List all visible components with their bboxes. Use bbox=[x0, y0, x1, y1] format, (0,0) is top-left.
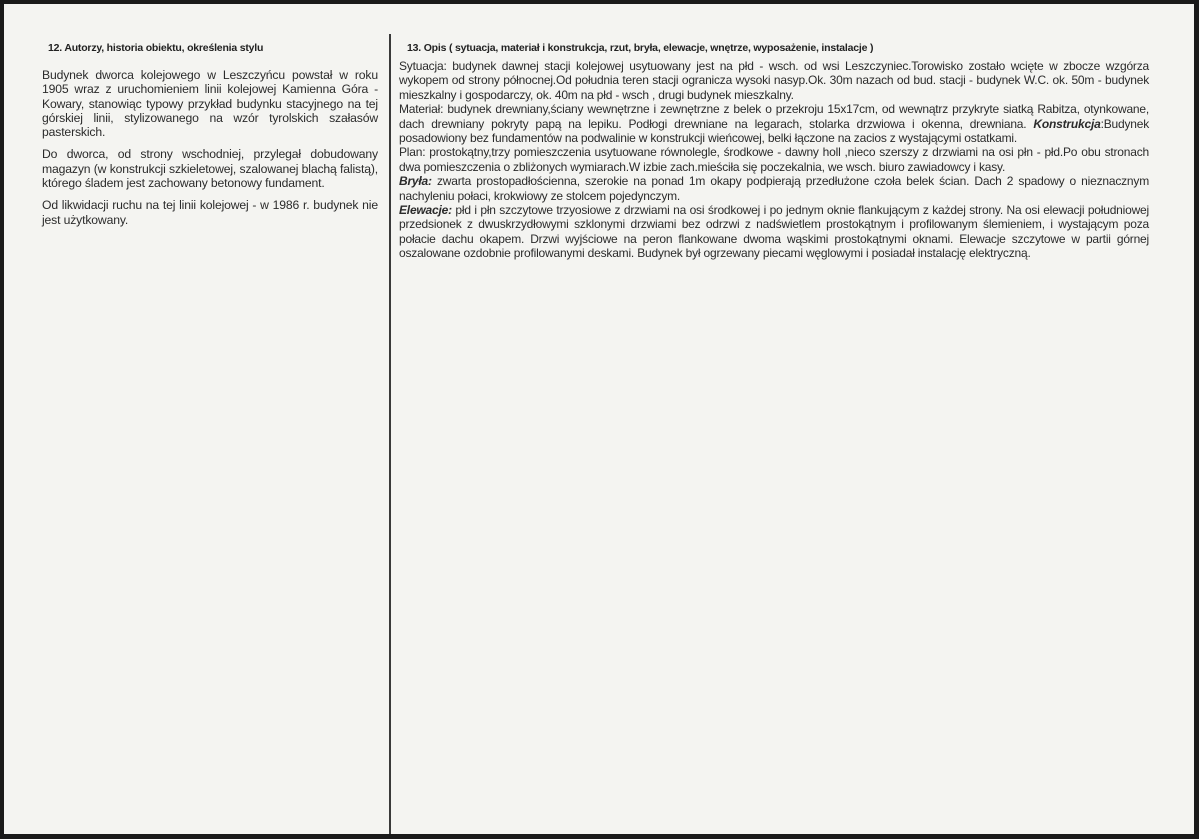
sytuacja-text: : budynek dawnej stacji kolejowej usytuowany jest na płd - wsch. od wsi Leszczyniec.Torowisko zostało wcięte w zbocze wzgórza wykopem od strony północnej.Od południa teren stacji ogranicza wysoki nasyp.Ok. 30m nazach od bud. stacji - budynek W.C. ok. 50m - budynek mieszkalny i gospodarczy, ok. 40m na płd - wsch , drugi budynek mieszkalny. bbox=[399, 59, 1149, 102]
konstrukcja-label: Konstrukcja bbox=[1033, 116, 1101, 131]
sytuacja-label: Sytuacja bbox=[399, 59, 444, 73]
plan-label: Plan bbox=[399, 145, 423, 160]
section-13 bbox=[399, 42, 1149, 261]
section-13-title: 13. Opis ( sytuacja, materiał i konstrukcja, rzut, bryła, elewacje, wnętrze, wyposażenie, instalacje ) bbox=[407, 42, 874, 54]
plan-text: : prostokątny,trzy pomieszczenia usytuowane równolegle, środkowe - dawny holl ,nieco szerszy z drzwiami na osi płn - płd.Po obu stronach dwa pomieszczenia o zbliżonych wymiarach.W izbie zach.mieściła się poczekalnia, we wsch. biuro zawiadowcy i kasy. bbox=[399, 145, 1149, 174]
section-12 bbox=[42, 42, 378, 235]
konstrukcja-text: :Budynek posadowiony bez fundamentów na podwalinie w konstrukcji wieńcowej, belki łączone na zacios z wystającymi ostatkami. bbox=[399, 116, 1149, 146]
history-paragraph-1: Budynek dworca kolejowego w Leszczyńcu powstał w roku 1905 wraz z uruchomieniem linii kolejowej Kamienna Góra - Kowary, stanowiąc typowy przykład budynku stacyjnego na tej górskiej linii, stylizowanego na wzór tyrolskich szałasów pasterskich. bbox=[42, 68, 378, 140]
bryla-label: Bryła: bbox=[399, 174, 432, 189]
document-sheet bbox=[4, 4, 1194, 834]
material-label: Materiał bbox=[399, 102, 441, 117]
section-12-title: 12. Autorzy, historia obiektu, określenia stylu bbox=[48, 42, 264, 54]
column-divider bbox=[389, 34, 391, 834]
elewacje-label: Elewacje: bbox=[399, 203, 452, 218]
elewacje-text: płd i płn szczytowe trzyosiowe z drzwiami na osi środkowej i po jednym oknie flankującym z każdej strony. Na osi elewacji południowej przedsionek z dwuskrzydłowymi szklonymi drzwiami bez odrzwi z nadświetlem prostokątnym i profilowanym ślemieniem, i wystającym poza połacie dachu okapem. Drzwi wyjściowe na peron flankowane dwoma wąskimi prostokątnymi oknami. Elewacje szczytowe w partii górnej oszalowane ozdobnie profilowanymi deskami. Budynek był ogrzewany piecami węglowymi i posiadał instalację elektryczną. bbox=[399, 203, 1149, 261]
history-paragraph-2: Do dworca, od strony wschodniej, przylegał dobudowany magazyn (w konstrukcji szkieletowej, szalowanej blachą falistą), którego śladem jest zachowany betonowy fundament. bbox=[42, 147, 378, 191]
history-paragraph-3: Od likwidacji ruchu na tej linii kolejowej - w 1986 r. budynek nie jest użytkowany. bbox=[42, 198, 378, 227]
material-text: : budynek drewniany,ściany wewnętrzne i zewnętrzne z belek o przekroju 15x17cm, od wewnątrz przykryte siatką Rabitza, otynkowane, dach drewniany pokryty papą na lepiku. Podłogi drewniane na legarach, stolarka drzwiowa i okenna, drewniana. bbox=[399, 102, 1149, 131]
description-body bbox=[399, 59, 1149, 261]
bryla-text: zwarta prostopadłościenna, szerokie na ponad 1m okapy podpierają przedłużone czoła belek ścian. Dach 2 spadowy o nieznacznym nachyleniu połaci, krokwiowy ze stolcem pojedynczym. bbox=[399, 174, 1149, 203]
